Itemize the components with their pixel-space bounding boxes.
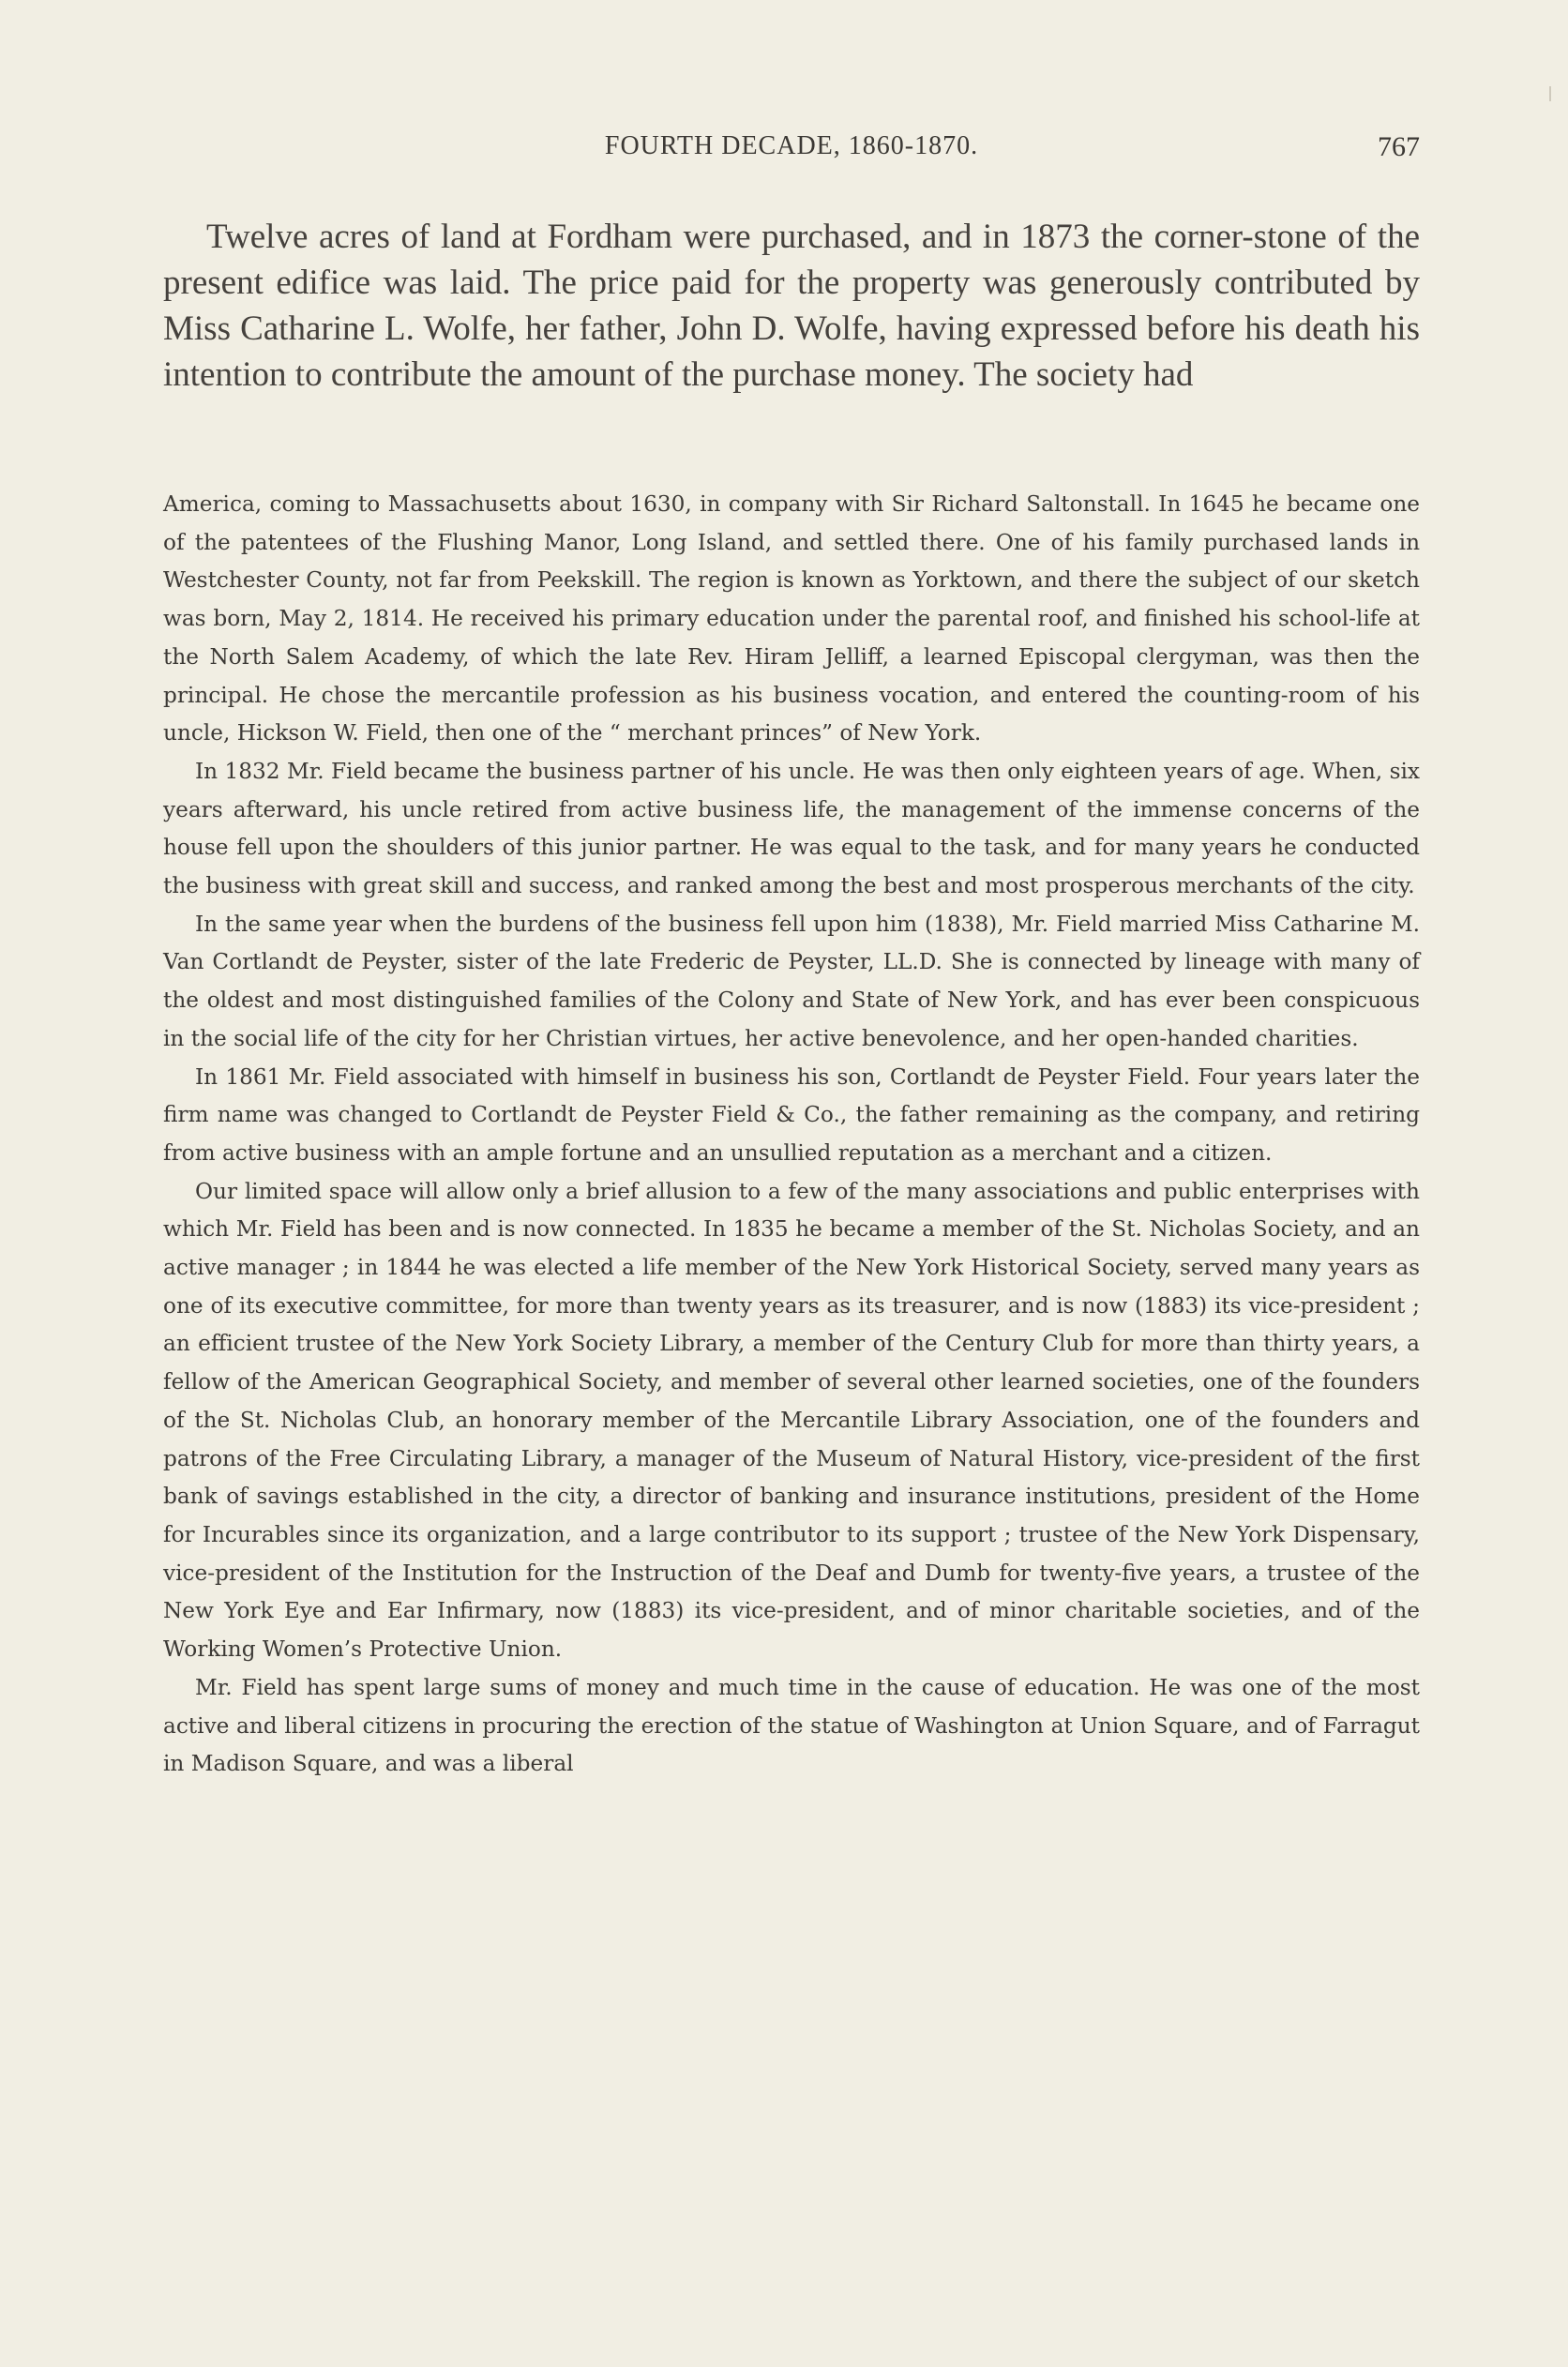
footnote-block — [163, 486, 1420, 1784]
page-number: 767 — [1378, 131, 1420, 162]
footnote-paragraph: America, coming to Massachusetts about 1630, in company with Sir Richard Saltonstall. In 1645 he became one of the patentees of the Flushing Manor, Long Island, and settled there. One of his family purchased lands in Westchester County, not far from Peekskill. The region is known as Yorktown, and there the subject of our sketch was born, May 2, 1814. He received his primary education under the parental roof, and finished his school-life at the North Salem Academy, of which the late Rev. Hiram Jelliff, a learned Episcopal clergyman, was then the principal. He chose the mercantile profession as his business vocation, and entered the counting-room of his uncle, Hickson W. Field, then one of the “ merchant princes” of New York. — [163, 491, 1420, 746]
footnote-paragraph: Our limited space will allow only a brief allusion to a few of the many associations and public enterprises with which Mr. Field has been and is now connected. In 1835 he became a member of the St. Nicholas Society, and an active manager ; in 1844 he was elected a life member of the New York Historical Society, served many years as one of its executive committee, for more than twenty years as its treasurer, and is now (1883) its vice-president ; an efficient trustee of the New York Society Library, a member of the Century Club for more than thirty years, a fellow of the American Geographical Society, and member of several other learned societies, one of the founders of the St. Nicholas Club, an honorary member of the Mercantile Library Association, one of the founders and patrons of the Free Circulating Library, a manager of the Museum of Natural History, vice-president of the first bank of savings established in the city, a director of banking and insurance institutions, president of the Home for Incurables since its organization, and a large contributor to its support ; trustee of the New York Dispensary, vice-president of the Institution for the Instruction of the Deaf and Dumb for twenty-five years, a trustee of the New York Eye and Ear Infirmary, now (1883) its vice-president, and of minor charitable societies, and of the Working Women’s Protective Union. — [163, 1178, 1420, 1663]
running-head — [163, 131, 1420, 169]
main-text-paragraph: Twelve acres of land at Fordham were purchased, and in 1873 the corner-stone of the present edifice was laid. The price paid for the property was generously contributed by Miss Catharine L. Wolfe, her father, John D. Wolfe, having expressed before his death his intention to contribute the amount of the purchase money. The society had — [163, 218, 1420, 394]
footnote-paragraph: In 1832 Mr. Field became the business partner of his uncle. He was then only eighteen years of age. When, six years afterward, his uncle retired from active business life, the management of the immense concerns of the house fell upon the shoulders of this junior partner. He was equal to the task, and for many years he conducted the business with great skill and success, and ranked among the best and most prosperous merchants of the city. — [163, 758, 1420, 899]
running-head-title: FOURTH DECADE, 1860-1870. — [604, 131, 979, 160]
footnote-paragraph: In the same year when the burdens of the business fell upon him (1838), Mr. Field married Miss Catharine M. Van Cortlandt de Peyster, sister of the late Frederic de Peyster, LL.D. She is connected by lineage with many of the oldest and most distinguished families of the Colony and State of New York, and has ever been conspicuous in the social life of the city for her Christian virtues, her active benevolence, and her open-handed charities. — [163, 911, 1420, 1051]
margin-mark — [1549, 86, 1551, 101]
footnote-paragraph: Mr. Field has spent large sums of money and much time in the cause of education. He was one of the most active and liberal citizens in procuring the erection of the statue of Washington at Union Square, and of Farragut in Madison Square, and was a liberal — [163, 1674, 1420, 1777]
footnote-paragraph: In 1861 Mr. Field associated with himself in business his son, Cortlandt de Peyster Field. Four years later the firm name was changed to Cortlandt de Peyster Field & Co., the father remaining as the company, and retiring from active business with an ample fortune and an unsullied reputation as a merchant and a citizen. — [163, 1063, 1420, 1166]
